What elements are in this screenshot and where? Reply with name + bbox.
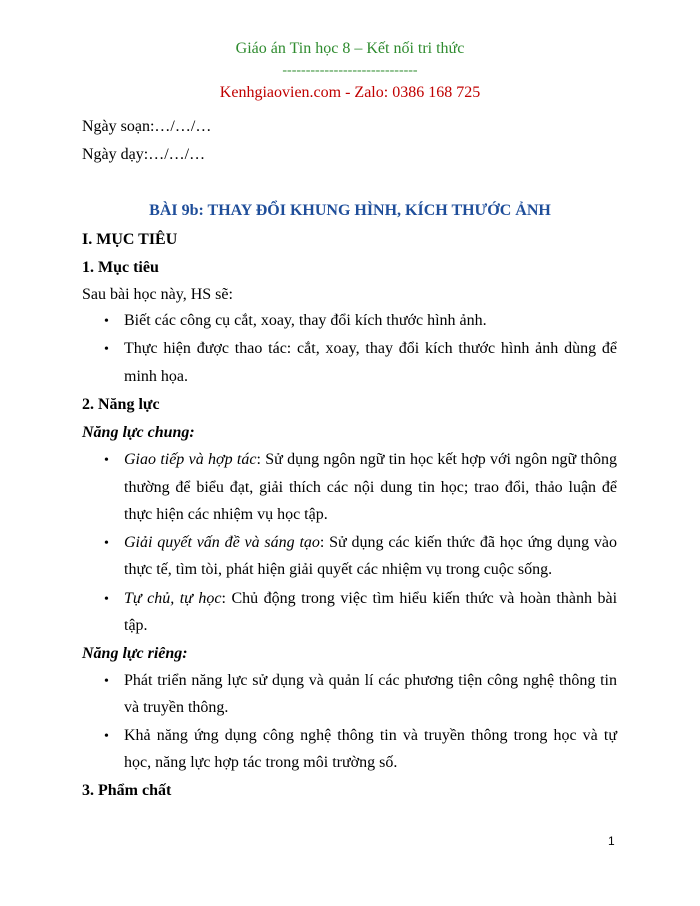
teach-date: Ngày dạy:…/…/… [82,146,206,163]
bullet-icon: • [104,592,109,607]
specific-competency-line: và truyền thông. [124,699,229,716]
specific-competency-item: Khả năng ứng dụng công nghệ thông tin và truyền thông trong học và tự [124,727,617,744]
competency-text: : Sử dụng ngôn ngữ tin học kết hợp với ngôn ngữ thông [256,451,617,468]
header-title: Giáo án Tin học 8 – Kết nối tri thức [235,40,465,57]
general-competency-item [124,451,617,469]
general-competency-line: thực tế, tìm tòi, phát hiện giải quyết các nhiệm vụ trong cuộc sống. [124,561,553,578]
header-divider: ----------------------------- [282,63,418,78]
goal-item: Thực hiện được thao tác: cắt, xoay, thay đổi kích thước hình ảnh dùng để [124,340,617,357]
competency-text: : Sử dụng các kiến thức đã học ứng dụng vào [319,534,618,551]
subheading-competencies: 2. Năng lực [82,396,160,413]
subheading-objectives: 1. Mục tiêu [82,259,159,276]
general-competency-line: thực hiện các nhiệm vụ học tập. [124,506,328,523]
lesson-title: BÀI 9b: THAY ĐỔI KHUNG HÌNH, KÍCH THƯỚC ẢNH [149,202,551,219]
competency-term: Giao tiếp và hợp tác [124,451,257,468]
section-heading-objectives: I. MỤC TIÊU [82,231,178,248]
prep-date: Ngày soạn:…/…/… [82,118,212,135]
general-competencies-label: Năng lực chung: [82,424,195,441]
bullet-icon: • [104,536,109,551]
subheading-qualities: 3. Phẩm chất [82,782,172,799]
competency-term: Giải quyết vấn đề và sáng tạo [124,534,320,551]
bullet-icon: • [104,342,109,357]
intro-text: Sau bài học này, HS sẽ: [82,286,233,303]
competency-text: : Chủ động trong việc tìm hiểu kiến thức và hoàn thành bài [221,590,618,607]
bullet-icon: • [104,729,109,744]
general-competency-line: tập. [124,617,148,634]
specific-competency-line: học, năng lực hợp tác trong môi trường số. [124,754,398,771]
competency-term: Tự chủ, tự học [124,590,222,607]
page-number: 1 [608,834,615,848]
bullet-icon: • [104,314,109,329]
bullet-icon: • [104,453,109,468]
goal-item: Biết các công cụ cắt, xoay, thay đổi kích thước hình ảnh. [124,312,487,329]
goal-item-continued: minh họa. [124,368,188,385]
specific-competencies-label: Năng lực riêng: [82,645,188,662]
general-competency-item [124,590,617,608]
header-contact: Kenhgiaovien.com - Zalo: 0386 168 725 [219,84,481,101]
specific-competency-item: Phát triển năng lực sử dụng và quản lí các phương tiện công nghệ thông tin [124,672,617,689]
general-competency-line: thường để biểu đạt, giải thích các nội dung tin học; trao đổi, thảo luận để [124,479,617,496]
bullet-icon: • [104,674,109,689]
general-competency-item [124,534,617,552]
